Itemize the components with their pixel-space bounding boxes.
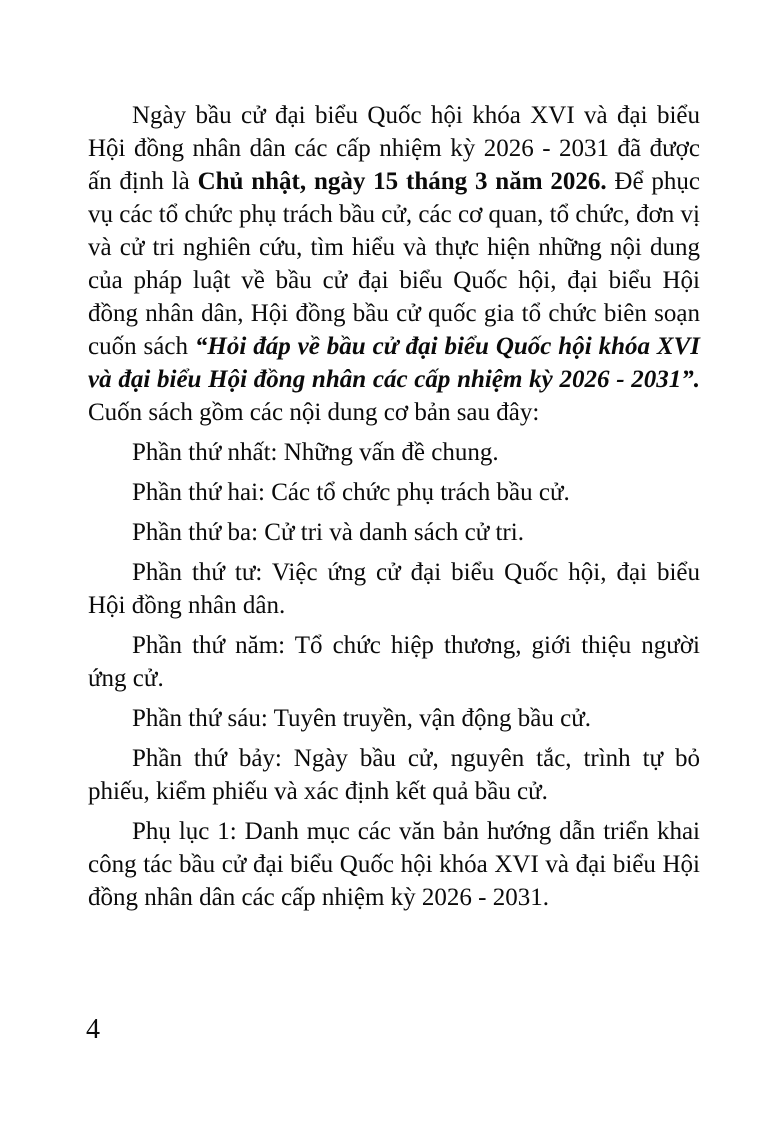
section-item-1: Phần thứ nhất: Những vấn đề chung. bbox=[132, 439, 499, 466]
section-item-3: Phần thứ ba: Cử tri và danh sách cử tri. bbox=[132, 519, 524, 546]
intro-paragraph bbox=[88, 99, 700, 429]
section-item-6: Phần thứ sáu: Tuyên truyền, vận động bầu cử. bbox=[132, 705, 592, 732]
section-item-7: Phần thứ bảy: Ngày bầu cử, nguyên tắc, trình tự bỏ phiếu, kiểm phiếu và xác định kết quả bầu cử. bbox=[88, 745, 700, 805]
intro-run-book-title-bold-italic: “Hỏi đáp về bầu cử đại biểu Quốc hội khóa XVI và đại biểu Hội đồng nhân các cấp nhiệm kỳ 2026 - 2031”. bbox=[88, 333, 700, 393]
section-item-4: Phần thứ tư: Việc ứng cử đại biểu Quốc hội, đại biểu Hội đồng nhân dân. bbox=[88, 559, 700, 619]
intro-run-election-date-bold: Chủ nhật, ngày 15 tháng 3 năm 2026. bbox=[197, 168, 607, 195]
intro-run-normal-3: Cuốn sách gồm các nội dung cơ bản sau đây: bbox=[88, 399, 540, 426]
intro-run-normal-1: Ngày bầu cử đại biểu Quốc hội khóa XVI và đại biểu Hội đồng nhân dân các cấp nhiệm kỳ 2026 - 2031 đã được ấn định là bbox=[88, 102, 700, 195]
page-content bbox=[88, 99, 700, 921]
appendix-item-1: Phụ lục 1: Danh mục các văn bản hướng dẫn triển khai công tác bầu cử đại biểu Quốc hội khóa XVI và đại biểu Hội đồng nhân dân các cấp nhiệm kỳ 2026 - 2031. bbox=[88, 818, 700, 911]
section-item-2: Phần thứ hai: Các tổ chức phụ trách bầu cử. bbox=[132, 479, 570, 506]
page-number: 4 bbox=[86, 1014, 100, 1045]
section-item-5: Phần thứ năm: Tổ chức hiệp thương, giới thiệu người ứng cử. bbox=[88, 632, 700, 692]
intro-run-normal-2: Để phục vụ các tổ chức phụ trách bầu cử, các cơ quan, tổ chức, đơn vị và cử tri nghiên cứu, tìm hiểu và thực hiện những nội dung của pháp luật về bầu cử đại biểu Quốc hội, đại biểu Hội đồng nhân dân, Hội đồng bầu cử quốc gia tổ chức biên soạn cuốn sách bbox=[88, 168, 700, 360]
